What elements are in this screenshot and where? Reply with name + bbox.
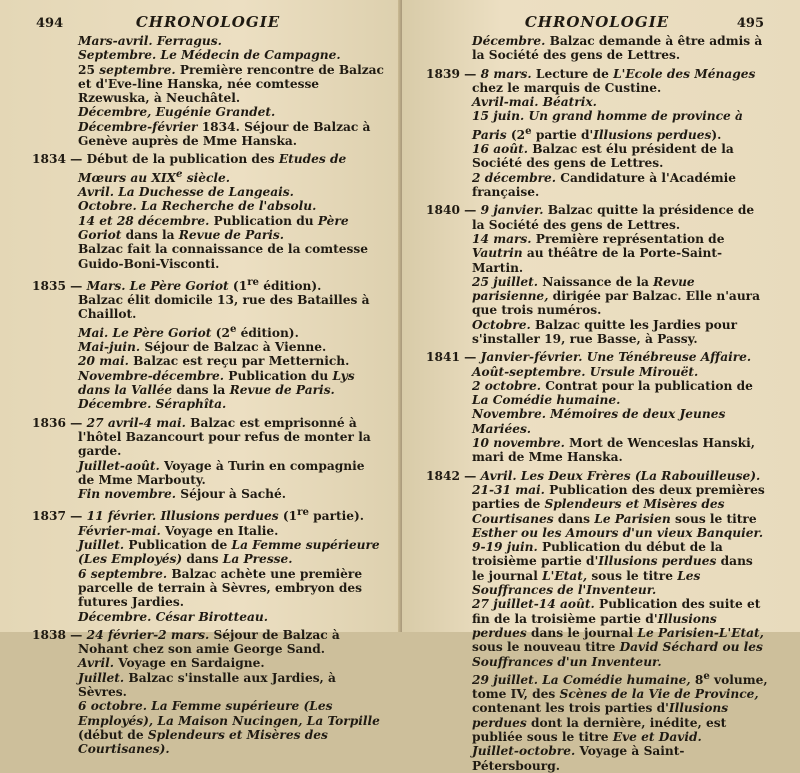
- entry-event-line: Décembre. Balzac demande à être admis à la Société des gens de Lettres.: [472, 34, 763, 63]
- entry-events: [32, 293, 384, 411]
- entry-event-line: Septembre. Le Médecin de Campagne.: [78, 48, 341, 63]
- entry-events: [32, 656, 384, 756]
- entry-event-line: Mars-avril. Ferragus.: [78, 34, 222, 48]
- entry-events: [32, 524, 384, 624]
- entry-event-line: Juillet-août. Voyage à Turin en compagnie de Mme Marbouty.: [78, 458, 365, 487]
- entry-event-line: Fin novembre. Séjour à Saché.: [78, 487, 287, 502]
- entry-event-line: Avril. Voyage en Sardaigne.: [78, 656, 265, 671]
- entry-year-heading: 1835 — Mars. Le Père Goriot (1re édition).: [32, 275, 322, 293]
- entry-year-heading: 1836 — 27 avril-4 mai. Balzac est emprisonné à l'hôtel Bazancourt pour refus de monter la garde.: [32, 415, 371, 459]
- entry-event-line: 16 août. Balzac est élu président de la Société des gens de Lettres.: [472, 142, 734, 171]
- entry-year-heading: 1842 — Avril. Les Deux Frères (La Rabouilleuse).: [426, 468, 761, 483]
- entry-event-line: Balzac fait la connaissance de la comtesse Guido-Boni-Visconti.: [78, 242, 369, 271]
- entry-event-line: 10 novembre. Mort de Wenceslas Hanski, mari de Mme Hanska.: [472, 436, 755, 465]
- right-entry-1840: [426, 203, 768, 346]
- entry-events: [426, 34, 768, 63]
- entry-events: [32, 185, 384, 271]
- entry-event-line: 27 juillet-14 août. Publication des suite et fin de la troisième partie d'Illusions perdues dans le journal Le Parisien-L'Etat, sous le nouveau titre David Séchard ou les Souffrances d'un Inventeur.: [472, 597, 764, 669]
- left-page-number: 494: [36, 16, 64, 31]
- entry-event-line: Avril-mai. Béatrix.: [472, 95, 597, 110]
- entry-event-line: 2 décembre. Candidature à l'Académie française.: [472, 170, 737, 200]
- entry-year-heading: 1837 — 11 février. Illusions perdues (1re partie).: [32, 506, 365, 524]
- left-entry-1837: [32, 505, 384, 623]
- entry-event-line: 6 septembre. Balzac achète une première parcelle de terrain à Sèvres, embryon des futures Jardies.: [78, 566, 363, 610]
- left-entry-1838: [32, 628, 384, 757]
- entry-event-line: 25 juillet. Naissance de la Revue parisienne, dirigée par Balzac. Elle n'aura que trois numéros.: [472, 274, 761, 318]
- left-page-header: [32, 0, 384, 34]
- entry-event-line: Décembre. César Birotteau.: [78, 609, 268, 624]
- entry-events: [32, 34, 384, 148]
- right-page-header: [426, 0, 768, 34]
- left-page: [0, 0, 402, 757]
- entry-event-line: Décembre, Eugénie Grandet.: [78, 105, 276, 120]
- entry-event-line: Août-septembre. Ursule Mirouët.: [472, 364, 699, 379]
- entry-event-line: Juillet-octobre. Voyage à Saint-Pétersbourg.: [472, 744, 685, 773]
- entry-event-line: Octobre. La Recherche de l'absolu.: [78, 199, 317, 214]
- entry-event-line: 14 et 28 décembre. Publication du Père Goriot dans la Revue de Paris.: [78, 213, 349, 242]
- right-running-title: CHRONOLOGIE: [524, 13, 670, 31]
- entry-event-line: Juillet. Publication de La Femme supérieure (Les Employés) dans La Presse.: [78, 538, 380, 567]
- right-entry-1841: [426, 350, 768, 464]
- entry-event-line: Novembre-décembre. Publication du Lys dans la Vallée dans la Revue de Paris.: [78, 368, 355, 398]
- entry-event-line: Octobre. Balzac quitte les Jardies pour s'installer 19, rue Basse, à Passy.: [472, 317, 738, 346]
- entry-event-line: Mai. Le Père Goriot (2e édition).: [78, 322, 299, 340]
- entry-events: [426, 232, 768, 346]
- entry-event-line: 20 mai. Balzac est reçu par Metternich.: [78, 354, 350, 369]
- entry-event-line: 2 octobre. Contrat pour la publication de La Comédie humaine.: [472, 378, 753, 408]
- entry-event-line: Mai-juin. Séjour de Balzac à Vienne.: [78, 340, 327, 355]
- entry-year-heading: 1841 — Janvier-février. Une Ténébreuse Affaire.: [426, 350, 752, 365]
- right-page: [402, 0, 800, 773]
- left-chronology-entries: [32, 34, 384, 757]
- right-page-number: 495: [736, 16, 764, 31]
- entry-year-heading: 1839 — 8 mars. Lecture de L'Ecole des Ménages chez le marquis de Custine.: [426, 66, 756, 95]
- entry-event-line: Balzac élit domicile 13, rue des Batailles à Chaillot.: [78, 293, 370, 322]
- right-entry-continued: [426, 34, 768, 63]
- left-entry-1835: [32, 275, 384, 412]
- entry-event-line: Avril. La Duchesse de Langeais.: [78, 185, 294, 200]
- entry-event-line: Décembre. Séraphîta.: [78, 397, 227, 412]
- entry-event-line: Novembre. Mémoires de deux Jeunes Mariées.: [472, 407, 726, 436]
- left-running-title: CHRONOLOGIE: [135, 13, 281, 31]
- entry-event-line: 15 juin. Un grand homme de province à Paris (2e partie d'Illusions perdues).: [472, 109, 743, 142]
- left-entry-continued: [32, 34, 384, 148]
- entry-event-line: 9-19 juin. Publication du début de la troisième partie d'Illusions perdues dans le journal L'Etat, sous le titre Les Souffrances de l'Inventeur.: [472, 540, 753, 598]
- left-entry-1836: [32, 416, 384, 502]
- entry-year-heading: 1834 — Début de la publication des Etudes de Mœurs au XIXe siècle.: [32, 152, 347, 185]
- entry-event-line: Décembre-février 1834. Séjour de Balzac à Genève auprès de Mme Hanska.: [78, 119, 371, 149]
- entry-events: [426, 365, 768, 465]
- entry-event-line: 29 juillet. La Comédie humaine, 8e volume, tome IV, des Scènes de la Vie de Province, contenant les trois parties d'Illusions perdues dont la dernière, inédite, est publiée sous le titre Eve et David.: [472, 669, 768, 745]
- entry-event-line: 21-31 mai. Publication des deux premières parties de Splendeurs et Misères des Courtisanes dans Le Parisien sous le titre Esther ou les Amours d'un vieux Banquier.: [472, 482, 765, 540]
- entry-year-heading: 1838 — 24 février-2 mars. Séjour de Balzac à Nohant chez son amie George Sand.: [32, 627, 340, 657]
- entry-year-heading: 1840 — 9 janvier. Balzac quitte la présidence de la Société des gens de Lettres.: [426, 203, 755, 232]
- entry-events: [32, 459, 384, 502]
- entry-event-line: Juillet. Balzac s'installe aux Jardies, à Sèvres.: [78, 670, 336, 700]
- left-entry-1834: [32, 152, 384, 270]
- entry-event-line: 25 septembre. Première rencontre de Balzac et d'Eve-line Hanska, née comtesse Rzewuska, à Neuchâtel.: [78, 62, 384, 106]
- entry-event-line: Février-mai. Voyage en Italie.: [78, 523, 279, 538]
- entry-event-line: 6 octobre. La Femme supérieure (Les Employés), La Maison Nucingen, La Torpille (début de Splendeurs et Misères des Courtisanes).: [78, 699, 380, 757]
- entry-events: [426, 95, 768, 199]
- right-chronology-entries: [426, 34, 768, 773]
- right-entry-1839: [426, 67, 768, 200]
- entry-events: [426, 483, 768, 773]
- entry-event-line: 14 mars. Première représentation de Vautrin au théâtre de la Porte-Saint-Martin.: [472, 231, 725, 275]
- right-entry-1842: [426, 469, 768, 773]
